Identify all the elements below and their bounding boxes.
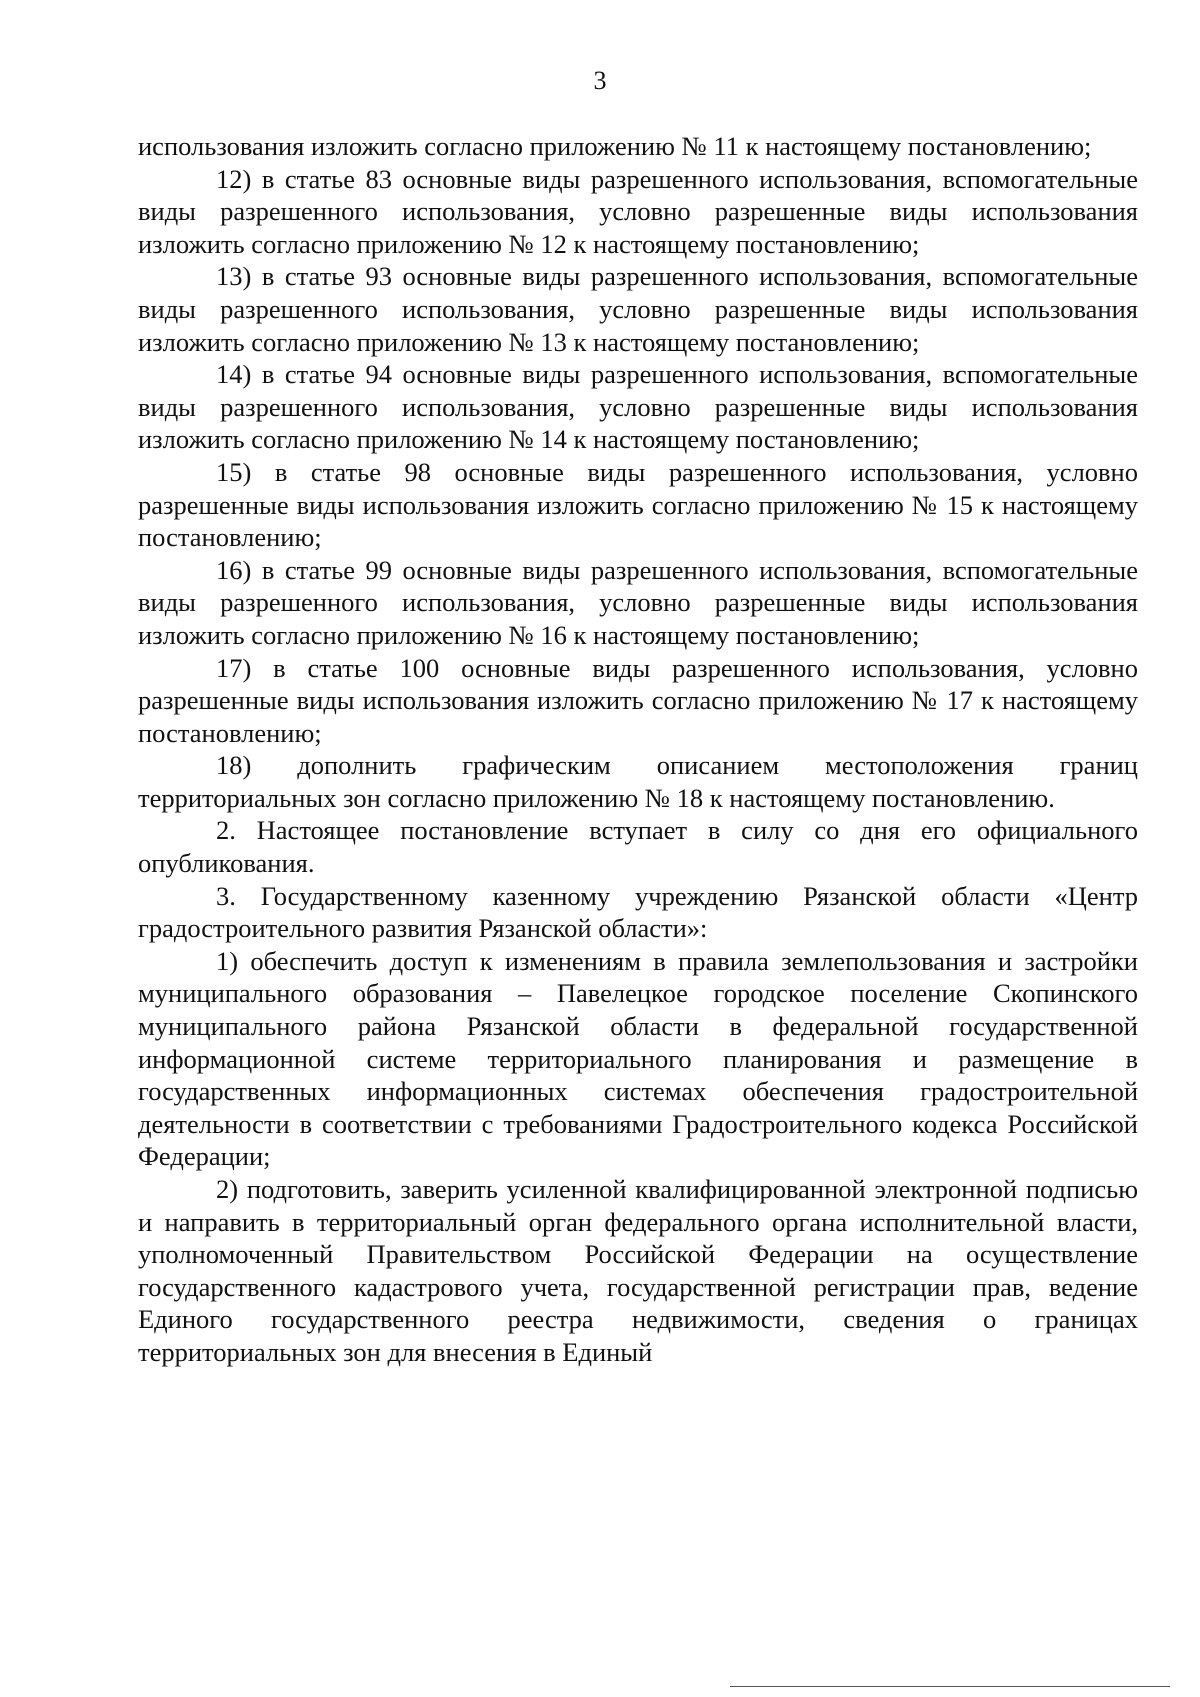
paragraph-item-17: 17) в статье 100 основные виды разрешенного использования, условно разрешенные виды использования изложить согласно приложению № 17 к настоящему постановлению; xyxy=(138,652,1138,748)
paragraph-item-12: 12) в статье 83 основные виды разрешенного использования, вспомогательные виды разрешенного использования, условно разрешенные виды использования изложить согласно приложению № 12 к настоящему постановлению; xyxy=(138,163,1138,259)
paragraph-section-3-item-1: 1) обеспечить доступ к изменениям в правила землепользования и застройки муниципального образования – Павелецкое городское поселение Скопинского муниципального района Рязанской области в федеральной государственной информационной системе территориального планирования и размещение в государственных информационных системах обеспечения градостроительной деятельности в соответствии с требованиями Градостроительного кодекса Российской Федерации; xyxy=(138,945,1138,1172)
paragraph-section-2: 2. Настоящее постановление вступает в силу со дня его официального опубликования. xyxy=(138,815,1138,879)
paragraph-item-18: 18) дополнить графическим описанием местоположения границ территориальных зон согласно приложению № 18 к настоящему постановлению. xyxy=(138,750,1138,813)
paragraph-item-11-continuation: использования изложить согласно приложению № 11 к настоящему постановлению; xyxy=(138,131,1092,161)
paragraph-section-3: 3. Государственному казенному учреждению Рязанской области «Центр градостроительного развития Рязанской области»: xyxy=(138,880,1138,944)
paragraph-item-15: 15) в статье 98 основные виды разрешенного использования, условно разрешенные виды использования изложить согласно приложению № 15 к настоящему постановлению; xyxy=(138,456,1138,553)
document-body xyxy=(138,130,1138,1369)
paragraph-item-14: 14) в статье 94 основные виды разрешенного использования, вспомогательные виды разрешенного использования, условно разрешенные виды использования изложить согласно приложению № 14 к настоящему постановлению; xyxy=(138,359,1138,455)
paragraph-item-13: 13) в статье 93 основные виды разрешенного использования, вспомогательные виды разрешенного использования, условно разрешенные виды использования изложить согласно приложению № 13 к настоящему постановлению; xyxy=(138,261,1138,357)
paragraph-item-16: 16) в статье 99 основные виды разрешенного использования, вспомогательные виды разрешенного использования, условно разрешенные виды использования изложить согласно приложению № 16 к настоящему постановлению; xyxy=(138,554,1138,650)
page-number: 3 xyxy=(593,66,607,95)
page-bottom-rule xyxy=(730,1686,1170,1687)
paragraph-section-3-item-2: 2) подготовить, заверить усиленной квалифицированной электронной подписью и направить в территориальный орган федерального органа исполнительной власти, уполномоченный Правительством Российской Федерации на осуществление государственного кадастрового учета, государственной регистрации прав, ведение Единого государственного реестра недвижимости, сведения о границах территориальных зон для внесения в Единый xyxy=(138,1174,1138,1367)
